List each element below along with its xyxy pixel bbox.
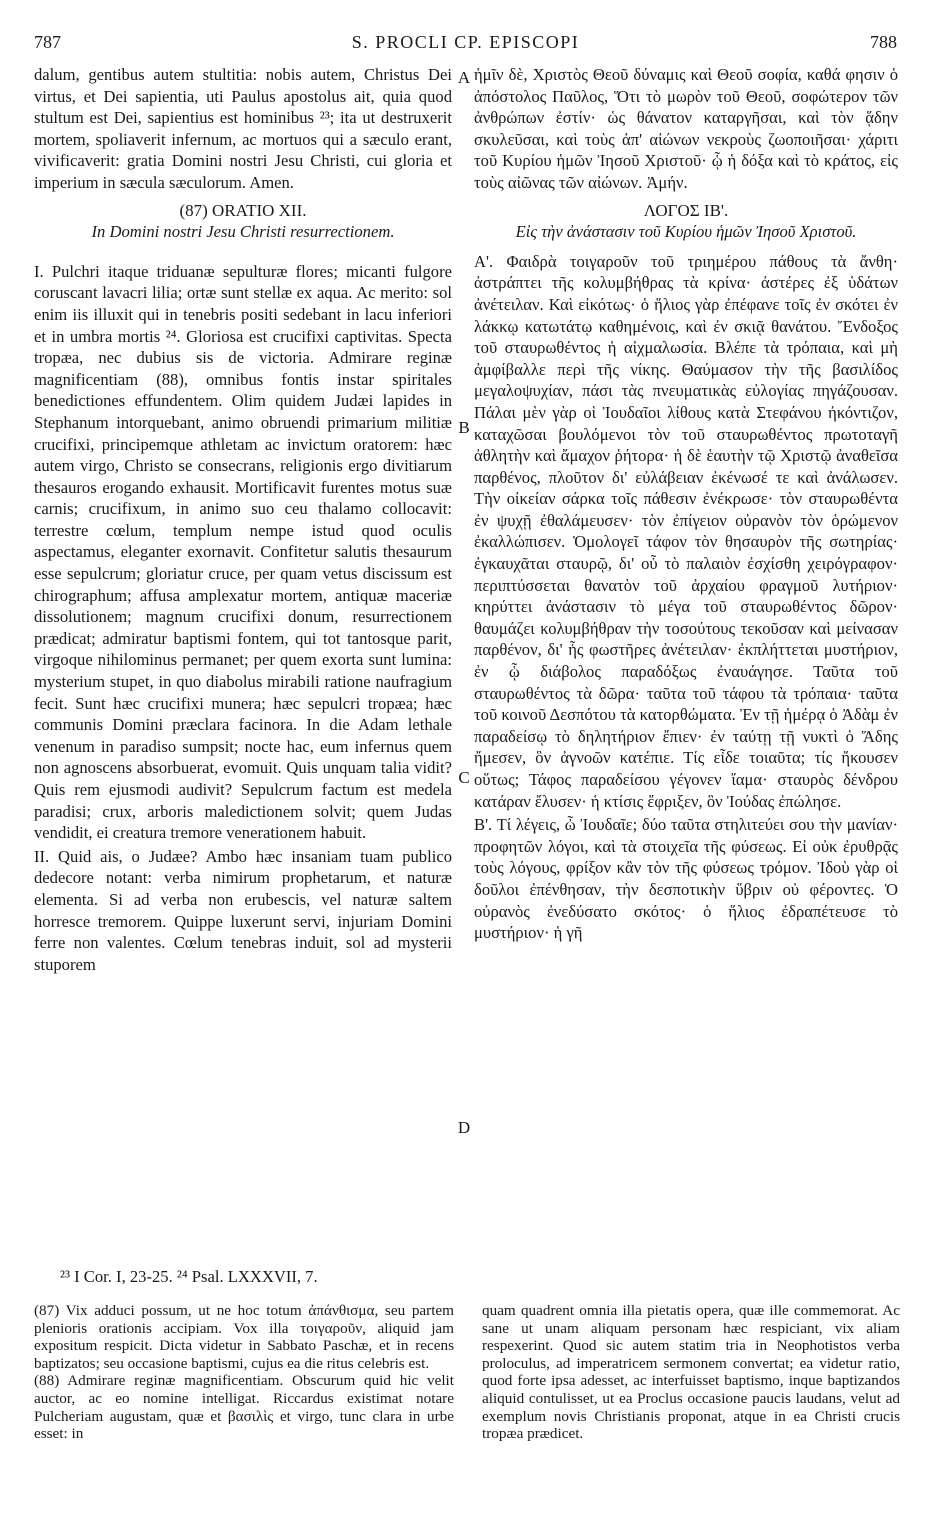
page-header: [34, 30, 897, 56]
section-marker-d: D: [457, 1118, 471, 1137]
footnote-references: ²³ I Cor. I, 23-25. ²⁴ Psal. LXXXVII, 7.: [60, 1267, 318, 1286]
greek-intro-paragraph: ἡμῖν δὲ, Χριστὸς Θεοῦ δύναμις καὶ Θεοῦ σοφία, καθά φησιν ὁ ἀπόστολος Παῦλος, Ὅτι τὸ μωρὸν τοῦ Θεοῦ, σοφώτερον τῶν ἀνθρώπων ἐστίν· ὡς θάνατον καταργῆσαι, καὶ τὸν ᾅδην σκυλεῦσαι, καὶ τοὺς ἀπ' αἰώνων νεκροὺς ζωοποιῆσαι· χάριτι τοῦ Κυρίου ἡμῶν Ἰησοῦ Χριστοῦ· ᾧ ἡ δόξα καὶ τὸ κράτος, εἰς τοὺς αἰῶνας τῶν αἰώνων. Ἀμήν.: [474, 65, 898, 192]
page-number-left: 787: [34, 32, 61, 52]
greek-logos-subtitle: Εἰς τὴν ἀνάστασιν τοῦ Κυρίου ἡμῶν Ἰησοῦ Χριστοῦ.: [515, 222, 857, 242]
note-88: (88) Admirare reginæ magnificentiam. Obscurum quid hic velit auctor, ac eo nomine intelligat. Riccardus existimat notare Pulcheriam augustam, quæ et βασιλὶς et virgo, tunc clara in urbe esset: in: [34, 1372, 454, 1443]
greek-column: [474, 64, 898, 944]
running-title: S. PROCLI CP. EPISCOPI: [351, 32, 580, 52]
note-87: (87) Vix adduci possum, ut ne hoc totum ἀπάνθισμα, seu partem plenioris orationis accipiam. Vox illa τοιγαροῦν, aliquid jam expositum respicit. Dicta videtur in Sabbato Paschæ, et in recens baptizatos; seu occasione baptismi, cujus ea die ritus celebris est.: [34, 1302, 454, 1372]
note-88-continued: quam quadrent omnia illa pietatis opera, quæ ille commemorat. Ac sane ut unam aliquam personam hæc respiciant, vix aliam respexerint. Quod sic autem statim tria in Neophotistos verba proloculus, ad imperatricem sermonem convertat; ea videtur ratio, quod forte ipsa adesset, ac interfuisset baptismo, inque baptizandos aliquid contulisset, ut ea Proclus occasione paucis laudans, velut ad exemplum novis Christianis proponat, atque in ea Christi crucis tropæa prædicet.: [482, 1302, 900, 1443]
greek-paragraph-1: Α'. Φαιδρὰ τοιγαροῦν τοῦ τριημέρου πάθους τὰ ἄνθη· ἀστράπτει τῆς κολυμβήθρας τὰ κρίνα· ἀστέρες ἐξ ὑδάτων ἀνέτειλαν. Καὶ εἰκότως· ὁ ἥλιος γὰρ ἐπέφανε τοῖς ἐν σκότει ἐν λάκκῳ κατωτάτῳ καθημένοις, καὶ ἐν σκιᾷ θανάτου. Ἔνδοξος τοῦ σταυρωθέντος ἡ αἰχμαλωσία. Βλέπε τὰ τρόπαια, καὶ μὴ ἀμφίβαλλε περὶ τῆς νίκης. Θαύμασον τὴν τῆς βασιλίδος μεγαλοψυχίαν, πάσι τὰς πνευματικὰς εὐλογίας πηγάζουσαν. Πάλαι μὲν γὰρ οἱ Ἰουδαῖοι λίθους κατὰ Στεφάνου ἠκόντιζον, καταχῶσαι βουλόμενοι τὸν τοῦ σταυρωθέντος πρωτοταγῆ ἀθλητὴν καὶ ἄμαχον ῥήτορα· ἡ δὲ ἑαυτὴν τῷ Χριστῷ ἀναθεῖσα παρθένος, πλοῦτον δι' εὐλάβειαν ἐκένωσέ τε καὶ ἀνάλωσεν. Τὴν οἰκείαν σάρκα τοῖς πάθεσιν ἐνέκρωσε· τὸν σταυρωθέντα ἐν ψυχῇ ἐθαλάμευσεν· τὸν ἐπίγειον οὐρανὸν τὸν ὁρώμενον ἐκαλλώπισεν. Ὁμολογεῖ τάφον τὸν θησαυρὸν τῆς σωτηρίας· ἐγκαυχᾶται σταυρῷ, δι' οὗ τὸ παλαιὸν ἐσχίσθη χειρόγραφον· περιπτύσσεται θανατὸν τοῦ ἀρχαίου φραγμοῦ λυτήριον· κηρύττει ἀνάστασιν τὸ μέγα τοῦ σταυρωθέντος δῶρον· θαυμάζει κολυμβήθραν τὴν τοσούτους τεκοῦσαν καὶ μείνασαν παρθένον, δι' ἧς φωστῆρες ἀνέτειλαν· ἐκπλήττεται μυστήριον, ἐν ᾧ διάβολος παραδόξως ἐναυάγησε. Ταῦτα τοῦ σταυρωθέντος τὰ δῶρα· ταῦτα τοῦ τάφου τὰ τρόπαια· ταῦτα τοῦ κοινοῦ Δεσπότου τὰ κατορθώματα. Ἐν τῇ ἡμέρᾳ ὁ Ἀδὰμ ἐν παραδείσῳ τὸ δηλητήριον ἔπιεν· ἐν ταύτῃ τῇ νυκτὶ ὁ Ἅδης ἤμεσεν, ὃν ἀγνοῶν κατέπιε. Τίς εἶδε τοιαῦτα; τίς ἤκουσεν οὕτως; Τάφος παραδείσου γέγονεν ἴαμα· σταυρὸς δένδρου κατάραν ἔλυσεν· ἡ κτίσις ἔφριξεν, ὃν Ἰούδας ἐπώλησε.: [474, 251, 898, 811]
notes-right-column: [482, 1302, 900, 1443]
latin-paragraph-1: I. Pulchri itaque triduanæ sepulturæ flores; micanti fulgore coruscant lavacri lilia; ortæ sunt stellæ ex aqua. Ac merito: sol enim iis illuxit qui in tenebris positi sedebant in lacu inferiori et in umbra mortis ²⁴. Gloriosa est crucifixi captivitas. Specta tropæa, nec dubius sis de victoria. Admirare reginæ magnificentiam (88), omnibus fontis instar spiritales benedictiones effundentem. Olim quidem Judæi lapides in Stephanum intorquebant, animo obruendi primarium militiæ crucifixi, principemque athletam ac invictum oratorem: hæc autem virgo, Christo se consecrans, religionis ergo divitiarum thesauros erogando exhausit. Mortificavit furentes motus suæ carnis; crucifixum, in animo suo ceu thalamo collocavit: terrestre cœlum, templum nempe istud quod oculis aspectamus, eleganter exornavit. Confitetur salutis thesaurum esse sepulcrum; gloriatur cruce, per quam vetus discissum est chirographum; affusa amplexatur mortem, antiquæ maceriæ dissolutionem; magnum crucifixi donum, resurrectionem prædicat; admiratur baptismi fontem, qui tot tantosque parit, virgoque nihilominus permanet; per quem exorta sunt lumina: mysterium stupet, in quo diabolus mirabili ratione naufragium fecit. Sunt hæc crucifixi munera; hæc sepulcri tropæa; hæc communis Domini præclara facinora. In die Adam lethale venenum in paradiso sumpsit; nocte hac, eum infernus quem non agnoscens absorbuerat, evomuit. Quis unquam talia vidit? Quis rem ejusmodi audivit? Sepulcrum factum est medela paradisi; crux, arboris maledictionem solvit; quem Judas vendidit, ei creatura tremore venerationem habuit.: [34, 261, 452, 843]
latin-oration-subtitle: In Domini nostri Jesu Christi resurrectionem.: [91, 222, 395, 242]
section-marker-a: A: [457, 68, 471, 87]
section-marker-c: C: [458, 768, 470, 787]
latin-oration-title: (87) ORATIO XII.: [179, 200, 307, 220]
greek-logos-title: ΛΟΓΟΣ ΙΒ'.: [643, 200, 729, 220]
latin-intro-paragraph: dalum, gentibus autem stultitia: nobis autem, Christus Dei virtus, et Dei sapientia, uti Paulus apostolus ait, quia quod stultum est Dei, sapientius est hominibus ²³; ita ut destruxerit mortem, spoliaverit infernum, ac mortuos qui a sæculo erant, vivificaverit: gratia Domini nostri Jesu Christi, cui gloria et imperium in sæcula sæculorum. Amen.: [34, 65, 452, 192]
notes-left-column: [34, 1302, 454, 1443]
section-marker-b: B: [458, 418, 470, 437]
latin-column: [34, 64, 452, 975]
page-number-right: 788: [870, 32, 897, 52]
latin-paragraph-2: II. Quid ais, o Judæe? Ambo hæc insaniam tuam publico dedecore notant: verba nimirum prophetarum, et naturæ elementa. Si ad verba non erubescis, vel naturæ saltem horresce tremorem. Quippe luxerunt servi, injuriam Domini ferre non valentes. Cœlum tenebras induit, sol ad mysterii stuporem: [34, 846, 452, 974]
greek-paragraph-2: Β'. Τί λέγεις, ὦ Ἰουδαῖε; δύο ταῦτα στηλιτεύει σου τὴν μανίαν· προφητῶν λόγοι, καὶ τὰ στοιχεῖα τῆς φύσεως. Εἰ οὐκ ἐρυθρᾷς τοὺς λόγους, φρίξον κἂν τὸν τῆς φύσεως τρόμον. Ἰδοὺ γὰρ οἱ δοῦλοι ἐπένθησαν, τὴν δεσποτικὴν ὕβριν οὐ φέροντες. Ὁ οὐρανὸς ἐνεδύσατο σκότος· ὁ ἥλιος ἐδραπέτευσε τὸ μυστήριον· ἡ γῆ: [474, 815, 898, 943]
